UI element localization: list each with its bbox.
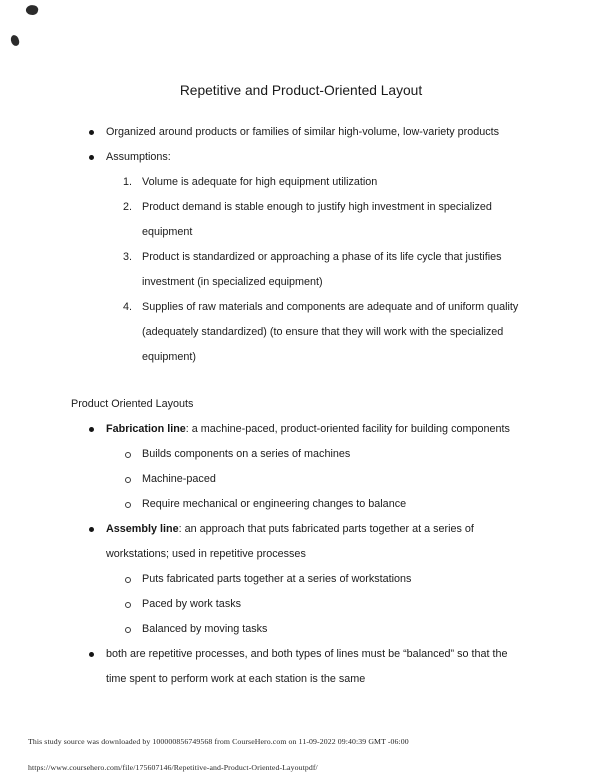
doc-line	[0, 120, 602, 145]
doc-line-text: equipment	[142, 226, 193, 238]
doc-line	[0, 295, 602, 320]
doc-line	[0, 567, 602, 592]
doc-line-text: Assembly line: an approach that puts fabricated parts together at a series of	[106, 523, 474, 535]
document-body	[0, 120, 602, 692]
doc-line	[0, 667, 602, 692]
doc-line-text: Organized around products or families of similar high-volume, low-variety products	[106, 126, 500, 138]
doc-line-text: time spent to perform work at each station is the same	[106, 673, 366, 685]
ink-mark-icon	[25, 4, 39, 17]
bullet-icon	[89, 155, 94, 160]
doc-line-text: Require mechanical or engineering changes to balance	[142, 498, 407, 510]
doc-line	[0, 517, 602, 542]
list-number: 4.	[123, 301, 133, 313]
doc-line-text: workstations; used in repetitive processes	[106, 548, 306, 560]
doc-line-text: (adequately standardized) (to ensure that they will work with the specialized	[142, 326, 504, 338]
doc-line	[0, 220, 602, 245]
doc-line	[0, 195, 602, 220]
page-title: Repetitive and Product-Oriented Layout	[179, 83, 423, 98]
doc-line	[0, 145, 602, 170]
doc-line-text: Balanced by moving tasks	[142, 623, 268, 635]
list-number: 3.	[123, 251, 133, 263]
ink-mark-icon	[10, 34, 20, 46]
doc-line-text: Supplies of raw materials and components are adequate and of uniform quality	[142, 301, 519, 313]
doc-line-text: Product is standardized or approaching a phase of its life cycle that justifies	[142, 251, 502, 263]
doc-line	[0, 617, 602, 642]
doc-line-text: Machine-paced	[142, 473, 216, 485]
doc-line	[0, 642, 602, 667]
footer-url: https://www.coursehero.com/file/175607146/Repetitive-and-Product-Oriented-Layoutpdf/	[28, 763, 318, 772]
doc-line-text: Builds components on a series of machines	[142, 448, 351, 460]
doc-line-text: Product demand is stable enough to justify high investment in specialized	[142, 201, 492, 213]
circle-bullet-icon	[125, 577, 131, 583]
doc-line-text: equipment)	[142, 351, 197, 363]
circle-bullet-icon	[125, 502, 131, 508]
doc-line	[0, 442, 602, 467]
doc-line	[0, 170, 602, 195]
doc-line-text: Fabrication line: a machine-paced, product-oriented facility for building components	[106, 423, 510, 435]
bullet-icon	[89, 130, 94, 135]
circle-bullet-icon	[125, 477, 131, 483]
doc-line-text: Assumptions:	[106, 151, 171, 163]
bullet-icon	[89, 652, 94, 657]
doc-line-text: both are repetitive processes, and both types of lines must be “balanced” so that the	[106, 648, 508, 660]
doc-line	[0, 467, 602, 492]
bold-lead-in: Fabrication line	[106, 423, 186, 435]
bullet-icon	[89, 427, 94, 432]
doc-line	[0, 417, 602, 442]
list-number: 1.	[123, 176, 133, 188]
doc-line-text: Volume is adequate for high equipment utilization	[142, 176, 378, 188]
bullet-icon	[89, 527, 94, 532]
bold-lead-in: Assembly line	[106, 523, 179, 535]
doc-line	[0, 392, 602, 417]
doc-line	[0, 245, 602, 270]
circle-bullet-icon	[125, 627, 131, 633]
doc-line	[0, 492, 602, 517]
doc-line-text: Paced by work tasks	[142, 598, 242, 610]
circle-bullet-icon	[125, 452, 131, 458]
doc-line-text: Puts fabricated parts together at a series of workstations	[142, 573, 412, 585]
footer-download-note: This study source was downloaded by 100000856749568 from CourseHero.com on 11-09-2022 09:40:39 GMT -06:00	[28, 737, 409, 746]
doc-line-text: investment (in specialized equipment)	[142, 276, 323, 288]
doc-line-text: Product Oriented Layouts	[71, 398, 194, 410]
paragraph-spacer	[0, 370, 602, 392]
doc-line	[0, 320, 602, 345]
list-number: 2.	[123, 201, 133, 213]
doc-line	[0, 270, 602, 295]
doc-line	[0, 345, 602, 370]
doc-line	[0, 542, 602, 567]
doc-line	[0, 592, 602, 617]
circle-bullet-icon	[125, 602, 131, 608]
